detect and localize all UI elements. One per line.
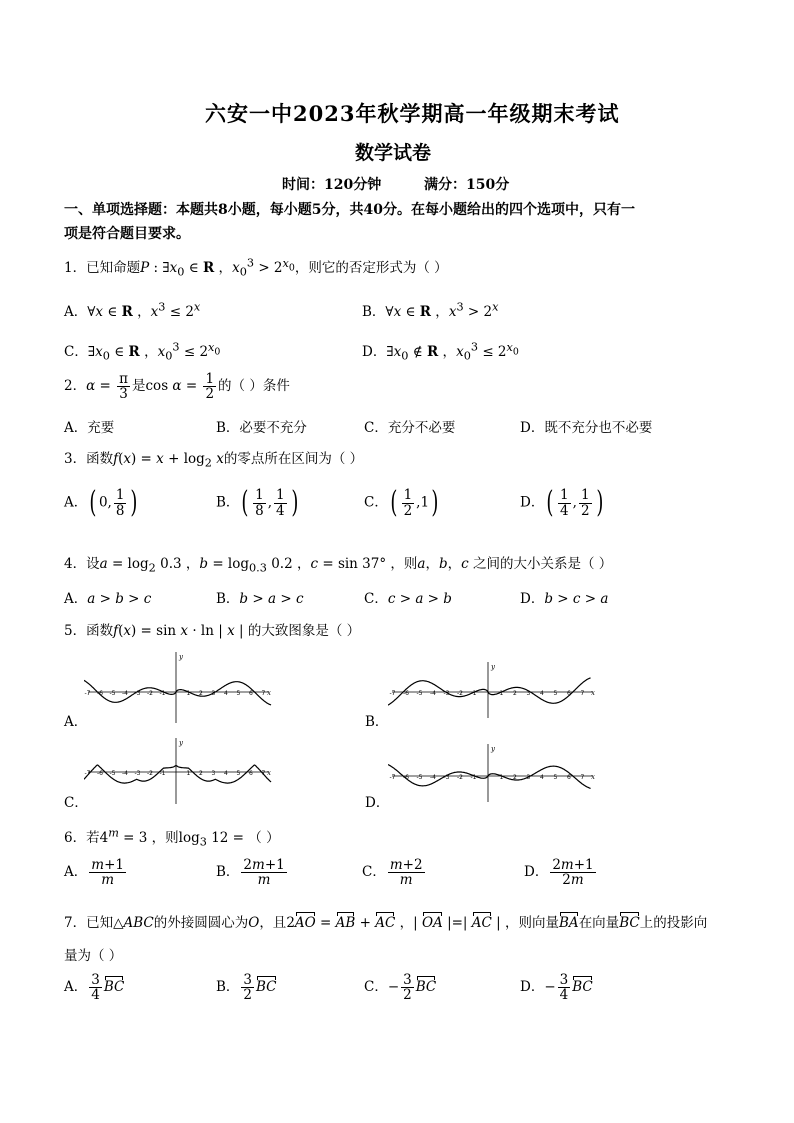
q2-tail: 的（ ）条件 — [218, 378, 290, 395]
q3-option-c-label: C． — [364, 494, 388, 511]
x-tick-label: -2 — [147, 690, 153, 697]
q1-option-c: C．$\exists x_0$ ∈ R ，$x_0^3 \le 2^{x_0}$ — [64, 340, 221, 363]
q7-stem-d: 在向量 — [578, 915, 620, 931]
x-tick-label: -3 — [443, 774, 450, 781]
q3-option-d-label: D． — [520, 494, 545, 511]
x-tick-label: 5 — [553, 690, 558, 697]
question-3-stem: 3．函数$f(x) = x + \log_2 x$的零点所在区间为（ ） — [64, 451, 364, 470]
question-7-stem-line2: 量为（ ） — [64, 948, 123, 964]
question-7-stem-line1: 7．已知△ABC的外接圆圆心为O，且2AO = AB + AC ，| OA |=| AC | ，则向量BA在向量BC上的投影向 — [64, 915, 708, 931]
x-tick-label: -7 — [84, 770, 91, 777]
q4-option-c: C．c > a > b — [364, 591, 452, 607]
question-4-stem: 4．设$a = \log_2 0.3$ ，$b = \log_{0.3} 0.2$ ，c = sin 37° ，则a，b，c 之间的大小关系是（ ） — [64, 556, 613, 575]
q7-option-d-label: D． — [520, 979, 545, 996]
q4-option-a-label: A． — [64, 591, 88, 607]
x-tick-label: -2 — [457, 690, 463, 697]
x-tick-label: 2 — [513, 690, 517, 697]
q2-option-a: A．充要 — [64, 420, 115, 436]
q4-option-d: D．b > c > a — [520, 591, 609, 607]
x-tick-label: 6 — [567, 690, 571, 697]
question-2-stem: 2．α = $\frac{\pi}{3}$ 是cos α = $\frac{1}{2}$ 的（ ）条件 — [64, 371, 290, 403]
q5-graph-a-svg — [84, 650, 274, 725]
x-tick-label: -1 — [470, 774, 477, 781]
q3-option-c: C．( $\frac{1}{2}$ ,1) — [364, 485, 439, 520]
q7-stem-e: 上的投影向 — [639, 915, 708, 931]
q7-option-b-label: B． — [216, 979, 240, 996]
x-tick-label: 1 — [186, 690, 191, 697]
x-tick-label: -6 — [97, 770, 103, 777]
q2-option-b: B．必要不充分 — [216, 420, 307, 436]
q4-stem-tail: 之间的大小关系是（ ） — [472, 556, 613, 572]
q7-stem-pre: 7．已知△ — [64, 915, 124, 931]
x-tick-label: -7 — [389, 690, 396, 697]
q7-option-a: A． $\frac{3}{4}$ BC — [64, 972, 125, 1004]
q5-option-b-label: B． — [365, 714, 389, 730]
q1-option-d-label: D． — [362, 344, 387, 360]
exam-time: 时间：120分钟 — [282, 177, 382, 193]
question-6-stem: 6．若$4^m = 3$ ，则$\log_3 12$ = （ ） — [64, 826, 280, 849]
x-tick-label: -7 — [389, 774, 396, 781]
q7-option-c: C．− $\frac{3}{2}$ BC — [364, 972, 437, 1004]
x-tick-label: 3 — [211, 770, 216, 777]
q5-graph-b — [388, 660, 598, 720]
x-tick-label: 3 — [526, 774, 531, 781]
x-tick-label: 4 — [540, 690, 544, 697]
x-tick-label: -5 — [416, 690, 423, 697]
q3-option-b-label: B． — [216, 494, 240, 511]
x-tick-label: 7 — [580, 690, 585, 697]
x-tick-label: 2 — [513, 774, 517, 781]
q5-graph-c-svg — [84, 736, 274, 806]
q1-option-a-label: A． — [64, 304, 88, 320]
q1-option-c-label: C． — [64, 344, 88, 360]
q4-option-b: B．b > a > c — [216, 591, 304, 607]
q6-option-c: C． $\frac{m+2}{m}$ — [362, 857, 423, 889]
q5-graph-d — [388, 742, 598, 804]
x-tick-label: -6 — [403, 774, 409, 781]
q3-stem-post: 的零点所在区间为（ ） — [223, 451, 364, 467]
exam-score: 满分：150分 — [424, 177, 510, 193]
q5-stem-pre: 5．函数 — [64, 623, 114, 639]
x-tick-label: -1 — [159, 690, 166, 697]
x-tick-label: 4 — [224, 770, 228, 777]
x-tick-label: 4 — [224, 690, 228, 697]
x-tick-label: 7 — [580, 774, 585, 781]
x-axis-label: x — [591, 773, 595, 781]
section-heading-line2: 项是符合题目要求。 — [64, 226, 190, 242]
q6-option-d-label: D． — [524, 864, 549, 881]
x-tick-label: -5 — [109, 770, 116, 777]
x-tick-label: 5 — [236, 690, 241, 697]
x-tick-label: -6 — [403, 690, 409, 697]
x-tick-label: 6 — [249, 690, 253, 697]
x-tick-label: -3 — [134, 690, 141, 697]
q5-stem-post: 的大致图象是（ ） — [247, 623, 361, 639]
q6-option-b-label: B． — [216, 864, 240, 881]
x-tick-label: -2 — [147, 770, 153, 777]
x-tick-label: 4 — [540, 774, 544, 781]
q3-option-a-label: A． — [64, 494, 88, 511]
q5-option-c-label: C． — [64, 795, 88, 811]
x-tick-label: -5 — [416, 774, 423, 781]
x-tick-label: -3 — [134, 770, 141, 777]
q5-graph-b-svg — [388, 660, 598, 720]
q3-option-a: A．( 0, $\frac{1}{8}$ ) — [64, 485, 138, 520]
x-tick-label: -7 — [84, 690, 91, 697]
y-axis-label: y — [491, 663, 495, 671]
q2-frac-pi-3: $\frac{\pi}{3}$ — [119, 371, 128, 403]
q3-option-b: B．( $\frac{1}{8}$ , $\frac{1}{4}$ ) — [216, 485, 298, 520]
q4-stem-pre: 4．设 — [64, 556, 100, 572]
x-tick-label: 5 — [236, 770, 241, 777]
q1-stem-mid: ，则它的否定形式为（ ） — [294, 260, 448, 276]
question-5-stem: 5．函数f(x) = sin x · ln | x | 的大致图象是（ ） — [64, 623, 361, 639]
x-tick-label: -6 — [97, 690, 103, 697]
x-tick-label: 1 — [186, 770, 191, 777]
q2-option-c: C．充分不必要 — [364, 420, 456, 436]
q5-option-a-label: A． — [64, 714, 88, 730]
x-tick-label: -4 — [122, 690, 128, 697]
y-axis-label: y — [491, 745, 495, 753]
x-tick-label: 2 — [199, 690, 203, 697]
q4-option-c-label: C． — [364, 591, 388, 607]
q7-stem-a: 的外接圆圆心为 — [153, 915, 249, 931]
x-tick-label: 3 — [211, 690, 216, 697]
q7-stem-c: ，则向量 — [505, 915, 560, 931]
q6-stem-pre: 6．若 — [64, 830, 100, 846]
q5-graph-a — [84, 650, 274, 725]
q6-option-b: B． $\frac{2m+1}{m}$ — [216, 857, 285, 889]
x-tick-label: -1 — [159, 770, 166, 777]
q6-stem-mid: ，则 — [151, 830, 179, 846]
q5-option-d-label: D． — [365, 795, 390, 811]
q4-option-b-label: B． — [216, 591, 240, 607]
x-tick-label: 3 — [526, 690, 531, 697]
q6-stem-post: （ ） — [248, 830, 280, 846]
x-tick-label: 7 — [261, 690, 266, 697]
x-tick-label: 6 — [567, 774, 571, 781]
q7-option-a-label: A． — [64, 979, 88, 996]
x-tick-label: -5 — [109, 690, 116, 697]
question-1-stem: 1．已知命题P : $\exists x_0$ ∈ R ，$x_0^3 > 2^{x_0}$，则它的否定形式为（ ） — [64, 256, 448, 279]
y-axis-label: y — [179, 653, 183, 661]
x-tick-label: 6 — [249, 770, 253, 777]
x-tick-label: 2 — [199, 770, 203, 777]
q4-stem-post: ，则 — [390, 556, 418, 572]
q1-option-d: D．$\exists x_0$ ∉ R ，$x_0^3 \le 2^{x_0}$ — [362, 340, 519, 363]
y-axis-label: y — [179, 739, 183, 747]
x-axis-label: x — [267, 769, 271, 777]
exam-title: 六安一中2023年秋学期高一年级期末考试 — [205, 101, 620, 126]
x-tick-label: -1 — [470, 690, 477, 697]
q1-option-b: B．∀x ∈ R ，$x^3 > 2^x$ — [362, 300, 499, 320]
x-axis-label: x — [267, 689, 271, 697]
q7-option-c-label: C． — [364, 979, 388, 996]
q4-option-a: A．a > b > c — [64, 591, 152, 607]
x-tick-label: -3 — [443, 690, 450, 697]
q1-option-b-label: B． — [362, 304, 386, 320]
q6-option-c-label: C． — [362, 864, 386, 881]
q2-option-d: D．既不充分也不必要 — [520, 420, 653, 436]
q5-graph-d-svg — [388, 742, 598, 804]
exam-subtitle: 数学试卷 — [355, 142, 432, 164]
q2-mid: 是 — [132, 378, 146, 395]
q2-num: 2． — [64, 378, 87, 395]
x-tick-label: 1 — [499, 774, 504, 781]
q5-graph-c — [84, 736, 274, 806]
x-tick-label: 5 — [553, 774, 558, 781]
x-tick-label: -2 — [457, 774, 463, 781]
q7-stem-b: ，且 — [259, 915, 287, 931]
x-tick-label: -4 — [430, 690, 436, 697]
x-tick-label: 1 — [499, 690, 504, 697]
q3-option-d: D．( $\frac{1}{4}$ , $\frac{1}{2}$ ) — [520, 485, 603, 520]
q6-option-d: D． $\frac{2m+1}{2m}$ — [524, 857, 594, 889]
x-tick-label: -4 — [430, 774, 436, 781]
q3-stem-pre: 3．函数 — [64, 451, 114, 467]
q6-option-a: A． $\frac{m+1}{m}$ — [64, 857, 124, 889]
x-axis-label: x — [591, 689, 595, 697]
q1-option-a: A．∀x ∈ R ，$x^3 \le 2^x$ — [64, 300, 201, 320]
x-tick-label: 7 — [261, 770, 266, 777]
q1-stem-pre: 1．已知命题 — [64, 260, 141, 276]
q7-option-d: D．− $\frac{3}{4}$ BC — [520, 972, 593, 1004]
q2-frac-1-2: $\frac{1}{2}$ — [205, 371, 215, 403]
section-heading-line1: 一、单项选择题：本题共8小题，每小题5分，共40分。在每小题给出的四个选项中，只有一 — [64, 202, 635, 218]
q7-option-b: B． $\frac{3}{2}$ BC — [216, 972, 277, 1004]
q6-option-a-label: A． — [64, 864, 88, 881]
x-tick-label: -4 — [122, 770, 128, 777]
q4-option-d-label: D． — [520, 591, 545, 607]
